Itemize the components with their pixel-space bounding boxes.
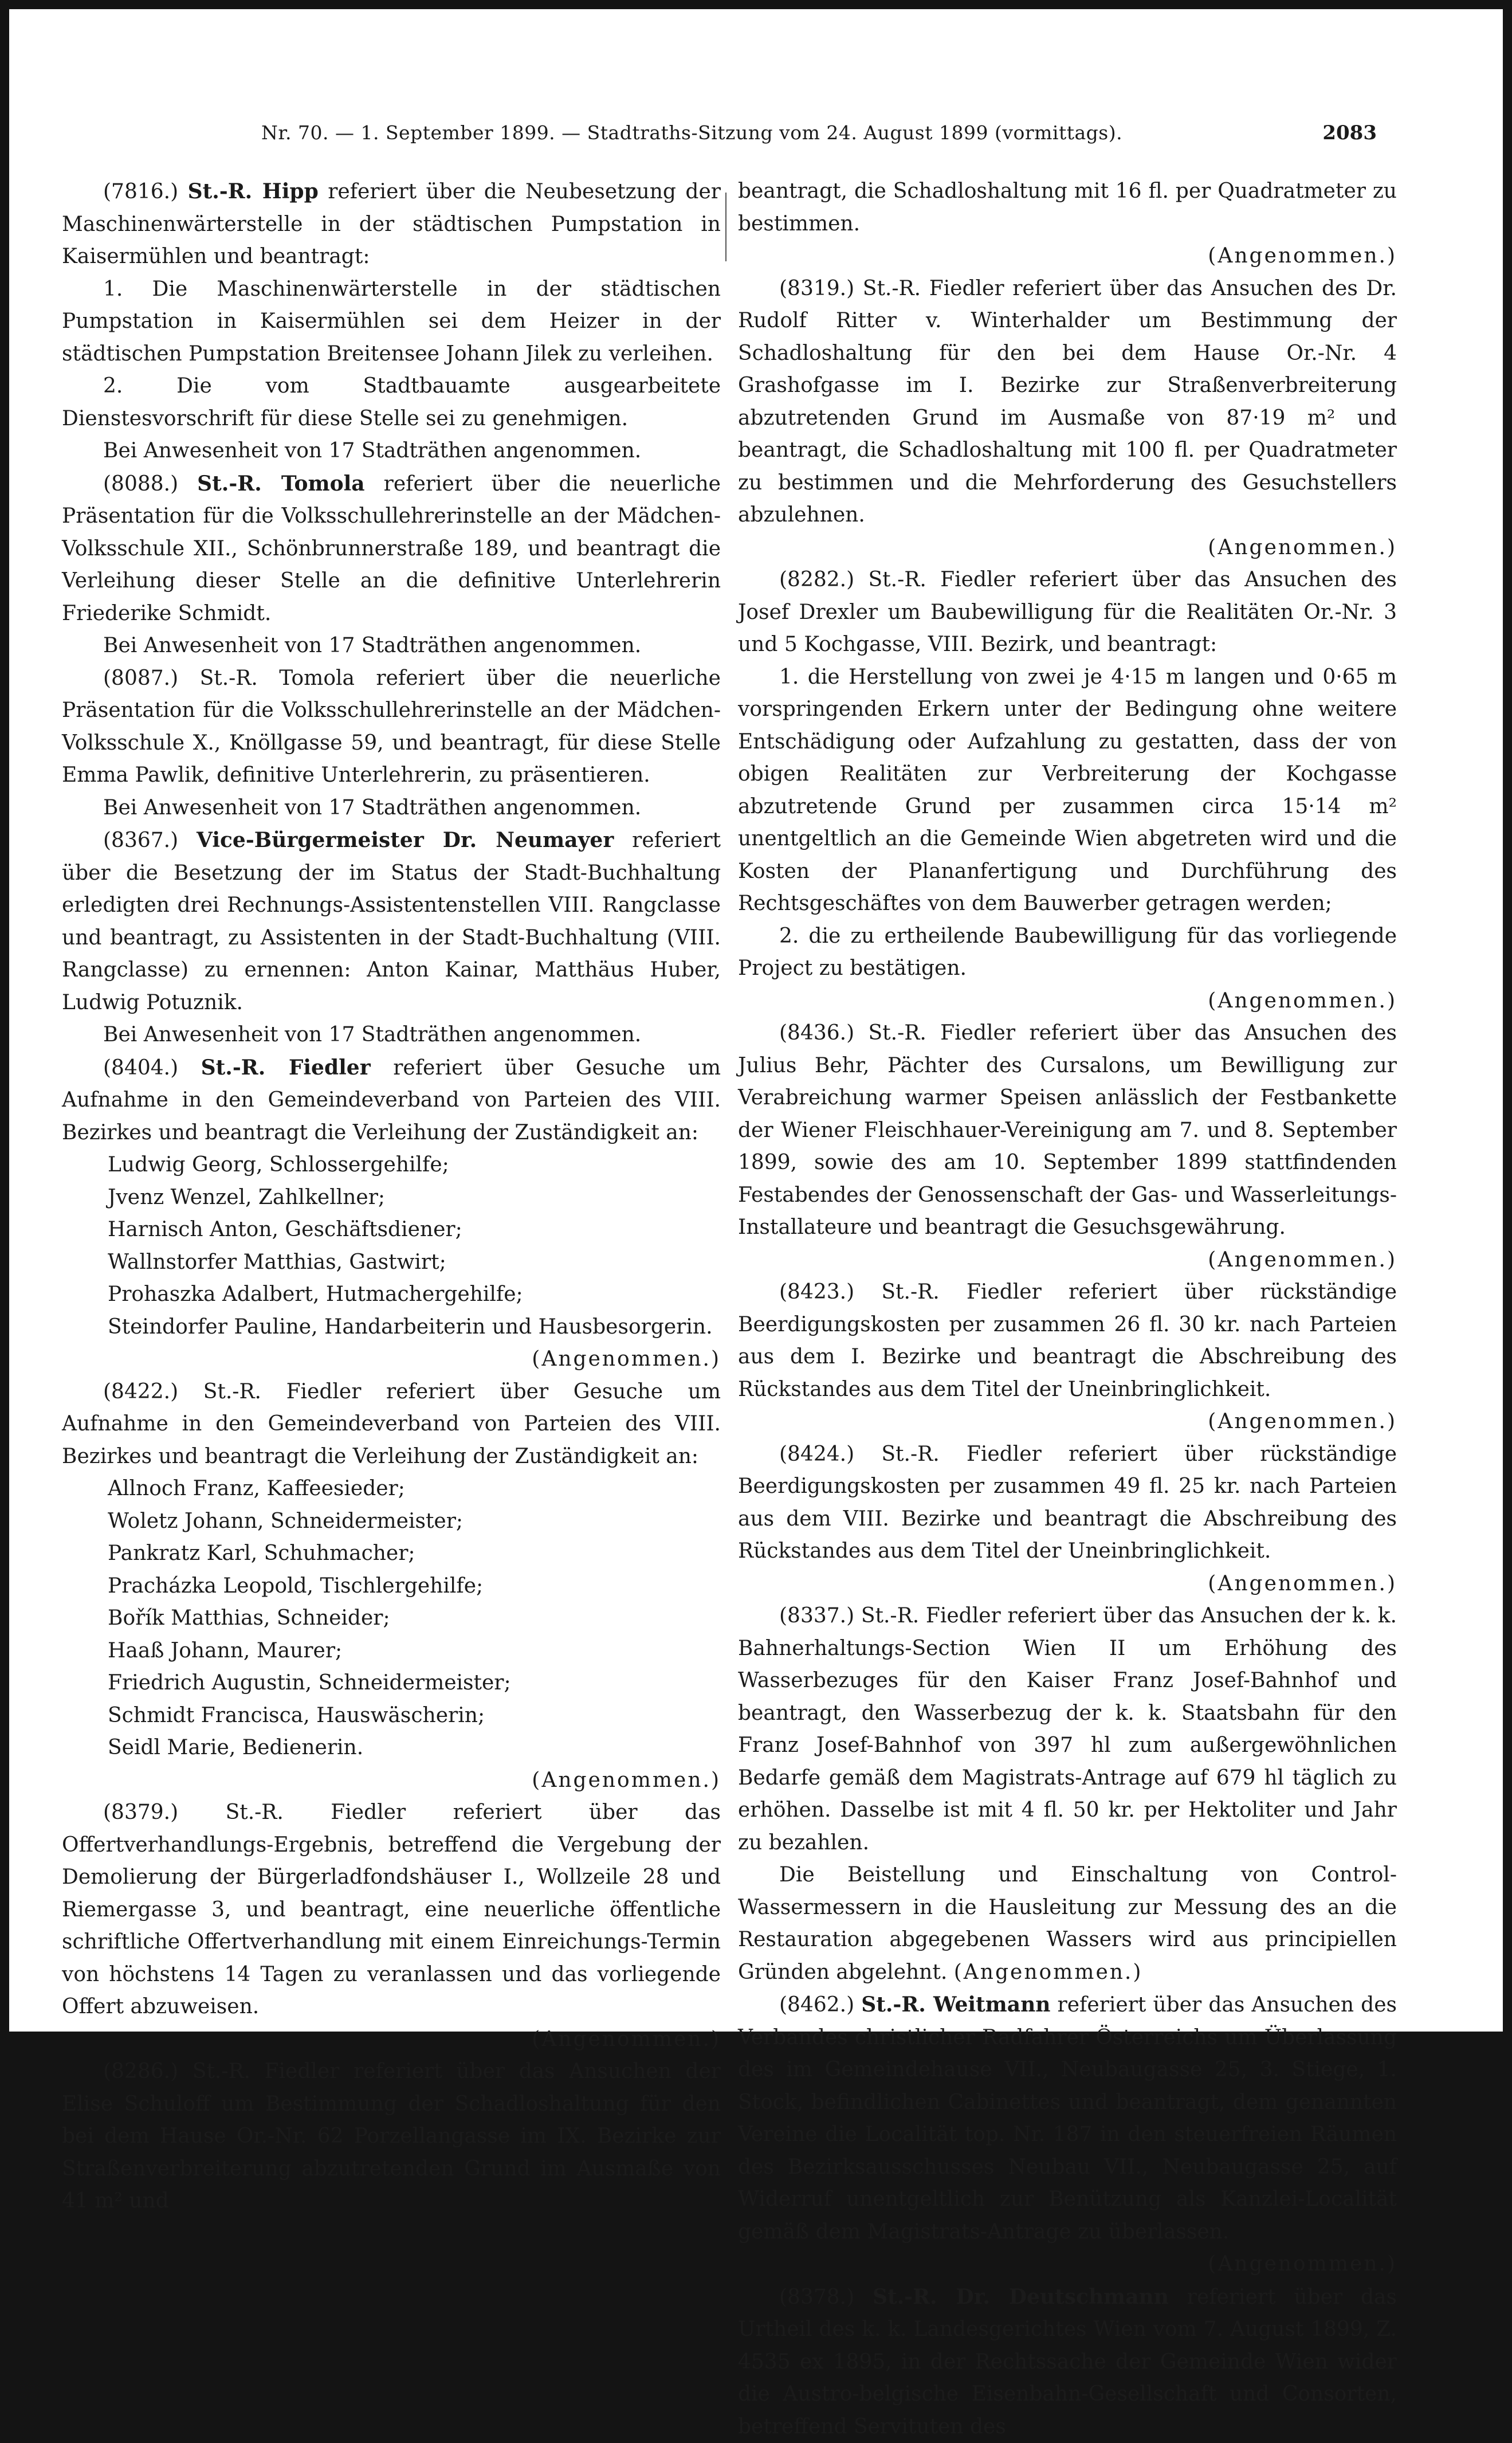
entry-8424: (8424.) St.-R. Fiedler referiert über rückständige Beerdigungskosten per zusammen 49 fl. 25 kr. nach Parteien aus dem VIII. Bezirke und beantragt die Abschreibung des Rückstandes aus dem Titel der Uneinbringlichkeit. [738,1438,1397,1568]
speaker: St.-R. Fiedler [201,1056,371,1080]
entry-8088 [62,468,721,630]
entry-8404 [62,1052,721,1150]
page-sheet [9,9,1503,2032]
resolution: Bei Anwesenheit von 17 Stadträthen angenommen. [62,1019,721,1052]
entry-8378 [738,2281,1397,2443]
entry-paragraph: 2. die zu ertheilende Baubewilligung für das vorliegende Project zu bestätigen. [738,920,1397,985]
list-item: Seidl Marie, Bedienerin. [62,1732,721,1764]
entry-8087: (8087.) St.-R. Tomola referiert über die neuerliche Präsentation für die Volksschullehrerinstelle an der Mädchen-Volksschule X., Knöllgasse 59, und beantragt, für diese Stelle Emma Pawlik, definitive Unterlehrerin, zu präsentieren. [62,662,721,792]
entry-paragraph: 1. die Herstellung von zwei je 4·15 m langen und 0·65 m vorspringenden Erkern unter der Bedingung ohne weitere Entschädigung oder Aufzahlung zu gestatten, dass der von obigen Realitäten zur Verbreiterung der Kochgasse abzutretende Grund per zusammen circa 15·14 m² unentgeltlich an die Gemeinde Wien abgetreten wird und die Kosten der Plananfertigung und Durchführung des Rechtsgeschäftes von dem Bauwerber getragen werden; [738,661,1397,920]
entry-text: referiert über das Ansuchen des Verbandes christlicher Radfahrer Österreichs um Überlassung des im Gemeindehause VII., Neubaugasse 25, 3. Stiege, 1. Stock, befindlichen Cabinettes und beantragt, dem genannten Vereine die Localität top. Nr. 187 in den steuerfreien Räumen des Bezirksausschusses Neubau VII., Neubaugasse 25, auf Widerruf unentgeltlich zur Benützung als Kanzlei-Localität gemäß dem Magistrats-Antrage zu überlassen. [738,1993,1397,2244]
resolution: (Angenommen.) [738,1406,1397,1438]
entry-text: referiert über Gesuche um Aufnahme in den Gemeindeverband von Parteien des VIII. Bezirkes und beantragt die Verleihung der Zuständigkeit an: [62,1056,721,1144]
speaker: St.-R. Hipp [188,179,319,203]
list-item: Pankratz Karl, Schuhmacher; [62,1538,721,1570]
entry-8462 [738,1989,1397,2248]
list-item: Haaß Johann, Maurer; [62,1635,721,1668]
entry-8286: (8286.) St.-R. Fiedler referiert über das Ansuchen der Elise Schuloff um Bestimmung der Schadloshaltung für den bei dem Hause Or.-Nr. 62 Porzellangasse im IX. Bezirke zur Straßenverbreiterung abzutretenden Grund im Ausmaße von 41 m² und [62,2056,721,2218]
resolution: (Angenommen.) [738,2248,1397,2281]
list-item: Ludwig Georg, Schlossergehilfe; [62,1149,721,1182]
entry-number: (8367.) [103,829,178,852]
resolution: Bei Anwesenheit von 17 Stadträthen angenommen. [62,435,721,468]
entry-8367 [62,824,721,1019]
resolution: (Angenommen.) [62,1764,721,1797]
list-item: Bořík Matthias, Schneider; [62,1602,721,1635]
speaker: St.-R. Tomola [197,472,364,496]
resolution: (Angenommen.) [738,1568,1397,1601]
list-item: Woletz Johann, Schneidermeister; [62,1505,721,1538]
entry-8436: (8436.) St.-R. Fiedler referiert über das Ansuchen des Julius Behr, Pächter des Cursalons, um Bewilligung zur Verabreichung warmer Speisen anlässlich der Festbankette der Wiener Fleischhauer-Vereinigung am 7. und 8. September 1899, sowie des am 10. September 1899 stattfindenden Festabendes der Genossenschaft der Gas- und Wasserleitungs-Installateure und beantragt die Gesuchsgewährung. [738,1017,1397,1244]
resolution: (Angenommen.) [62,1343,721,1376]
entry-8337: (8337.) St.-R. Fiedler referiert über das Ansuchen der k. k. Bahnerhaltungs-Section Wien II um Erhöhung des Wasserbezuges für den Kaiser Franz Josef-Bahnhof und beantragt, den Wasserbezug der k. k. Staatsbahn für den Franz Josef-Bahnhof von 397 hl zum außergewöhnlichen Bedarfe gemäß dem Magistrats-Antrage auf 679 hl täglich zu erhöhen. Dasselbe ist mit 4 fl. 50 kr. per Hektoliter und Jahr zu bezahlen. [738,1600,1397,1859]
entry-8423: (8423.) St.-R. Fiedler referiert über rückständige Beerdigungskosten per zusammen 26 fl. 30 kr. nach Parteien aus dem I. Bezirke und beantragt die Abschreibung des Rückstandes aus dem Titel der Uneinbringlichkeit. [738,1276,1397,1406]
resolution: (Angenommen.) [738,240,1397,273]
resolution: (Angenommen.) [62,2024,721,2056]
entry-number: (8462.) [779,1993,854,2017]
entry-8286-continued: beantragt, die Schadloshaltung mit 16 fl. per Quadratmeter zu bestimmen. [738,175,1397,240]
entry-number: (8404.) [103,1056,178,1080]
entry-number: (7816.) [103,180,178,203]
entry-8422: (8422.) St.-R. Fiedler referiert über Gesuche um Aufnahme in den Gemeindeverband von Parteien des VIII. Bezirkes und beantragt die Verleihung der Zuständigkeit an: [62,1376,721,1473]
entry-text: referiert über das Urtheil des k. k. Landesgerichtes Wien vom 7. August 1899, Z. 4535 ex 1895, in der Rechtssache der Gemeinde Wien wider die Austro-belgische Eisenbahn-Gesellschaft und Consorten, betreffend Servituten des [738,2285,1397,2438]
right-column [738,175,1397,2443]
running-header: Nr. 70. — 1. September 1899. — Stadtraths-Sitzung vom 24. August 1899 (vormittags). [261,121,1373,150]
list-item: Allnoch Franz, Kaffeesieder; [62,1473,721,1505]
speaker: Vice-Bürgermeister Dr. Neumayer [197,828,614,852]
entry-paragraph: 2. Die vom Stadtbauamte ausgearbeitete Dienstesvorschrift für diese Stelle sei zu genehmigen. [62,370,721,435]
list-item: Wallnstorfer Matthias, Gastwirt; [62,1246,721,1279]
list-item: Steindorfer Pauline, Handarbeiterin und Hausbesorgerin. [62,1311,721,1344]
entry-number: (8378.) [779,2285,854,2309]
speaker: St.-R. Dr. Deutschmann [873,2285,1169,2309]
margin-rule [725,193,726,261]
entry-8319: (8319.) St.-R. Fiedler referiert über das Ansuchen des Dr. Rudolf Ritter v. Winterhalder um Bestimmung der Schadloshaltung für den bei dem Hause Or.-Nr. 4 Grashofgasse im I. Bezirke zur Straßenverbreiterung abzutretenden Grund im Ausmaße von 87·19 m² und beantragt, die Schadloshaltung mit 100 fl. per Quadratmeter zu bestimmen und die Mehrforderung des Gesuchstellers abzulehnen. [738,273,1397,532]
resolution: (Angenommen.) [954,1960,1143,1984]
list-item: Prohaszka Adalbert, Hutmachergehilfe; [62,1279,721,1311]
list-item: Jvenz Wenzel, Zahlkellner; [62,1182,721,1214]
entry-text: Die Beistellung und Einschaltung von Control-Wassermessern in die Hausleitung zur Messung des an die Restauration abgegebenen Wassers wird aus principiellen Gründen abgelehnt. [738,1863,1397,1984]
entry-7816 [62,175,721,273]
speaker: St.-R. Weitmann [861,1993,1050,2017]
entry-text: referiert über die neuerliche Präsentation für die Volksschullehrerinstelle an der Mädchen-Volksschule XII., Schönbrunnerstraße 189, und beantragt die Verleihung dieser Stelle an die definitive Unterlehrerin Friederike Schmidt. [62,472,721,625]
resolution: (Angenommen.) [738,985,1397,1018]
entry-paragraph [738,1859,1397,1989]
list-item: Pracházka Leopold, Tischlergehilfe; [62,1570,721,1603]
page-number: 2083 [1322,121,1377,144]
entry-paragraph: 1. Die Maschinenwärterstelle in der städtischen Pumpstation in Kaisermühlen sei dem Heizer in der städtischen Pumpstation Breitensee Johann Jilek zu verleihen. [62,273,721,371]
left-column [62,175,721,2218]
entry-text: referiert über die Besetzung der im Status der Stadt-Buchhaltung erledigten drei Rechnungs-Assistentenstellen VIII. Rangclasse und beantragt, zu Assistenten in der Stadt-Buchhaltung (VIII. Rangclasse) zu ernennen: Anton Kainar, Matthäus Huber, Ludwig Potuznik. [62,829,721,1014]
entry-8282: (8282.) St.-R. Fiedler referiert über das Ansuchen des Josef Drexler um Baubewilligung für die Realitäten Or.-Nr. 3 und 5 Kochgasse, VIII. Bezirk, und beantragt: [738,564,1397,661]
resolution: (Angenommen.) [738,1244,1397,1277]
entry-text: referiert über die Neubesetzung der Maschinenwärterstelle in der städtischen Pumpstation in Kaisermühlen und beantragt: [62,180,721,268]
resolution: Bei Anwesenheit von 17 Stadträthen angenommen. [62,630,721,662]
resolution: Bei Anwesenheit von 17 Stadträthen angenommen. [62,792,721,825]
list-item: Friedrich Augustin, Schneidermeister; [62,1667,721,1700]
list-item: Harnisch Anton, Geschäftsdiener; [62,1214,721,1246]
entry-8379: (8379.) St.-R. Fiedler referiert über das Offertverhandlungs-Ergebnis, betreffend die Vergebung der Demolierung der Bürgerladfondshäuser I., Wollzeile 28 und Riemergasse 3, und beantragt, eine neuerliche öffentliche schriftliche Offertverhandlung mit einem Einreichungs-Termin von höchstens 14 Tagen zu veranlassen und das vorliegende Offert abzuweisen. [62,1797,721,2024]
list-item: Schmidt Francisca, Hauswäscherin; [62,1700,721,1732]
entry-number: (8088.) [103,472,178,496]
resolution: (Angenommen.) [738,532,1397,564]
